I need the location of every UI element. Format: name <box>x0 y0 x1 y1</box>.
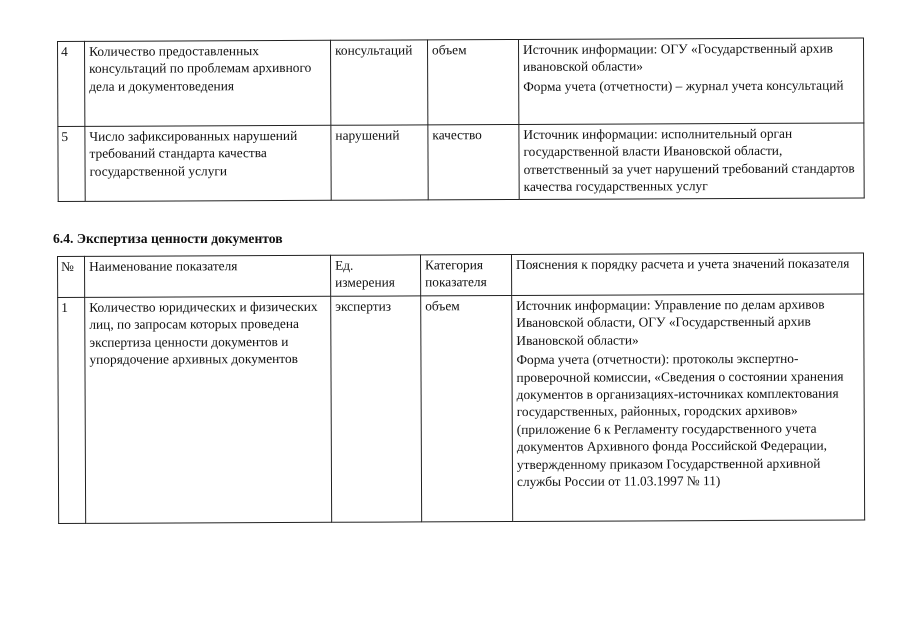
indicator-name: Число зафиксированных нарушений требований стандарта качества государственной услуги <box>85 125 331 201</box>
indicator-category: объем <box>421 296 513 522</box>
table-row <box>58 294 865 524</box>
indicator-category: объем <box>427 39 518 124</box>
column-header-name: Наименование показателя <box>85 255 331 297</box>
indicator-name: Количество юридических и физических лиц, по запросам которых проведена экспертиза ценности документов и упорядочение архивных документов <box>85 296 332 523</box>
indicator-table-continued <box>57 37 865 202</box>
note-form: Форма учета (отчетности) – журнал учета консультаций <box>523 77 844 94</box>
table-row <box>58 38 864 127</box>
row-number: 1 <box>58 297 86 523</box>
row-number: 5 <box>58 126 85 201</box>
row-number: 4 <box>58 41 85 126</box>
calculation-note <box>518 38 863 125</box>
table-header-row <box>58 253 864 298</box>
note-source: Источник информации: Управление по делам архивов Ивановской области, ОГУ «Государственный архив Ивановской области» <box>516 296 825 348</box>
note-source: Источник информации: ОГУ «Государственный архив ивановской области» <box>523 40 833 75</box>
column-header-note: Пояснения к порядку расчета и учета значений показателя <box>511 253 863 296</box>
unit-of-measure: нарушений <box>331 125 428 200</box>
calculation-note <box>519 123 864 200</box>
note-source: Источник информации: исполнительный орган государственной власти Ивановской области, ответственный за учет нарушений требований стандартов качества государственных услуг <box>523 125 855 195</box>
note-form: Форма учета (отчетности): протоколы экспертно-проверочной комиссии, «Сведения о состоянии хранения документов в организациях-источниках комплектования государственных, районных, городских архивов» (приложение 6 к Регламенту государственного учета документов Архивного фонда Российской Федерации, утвержденному приказом Государственной архивной службы России от 11.03.1997 № 11) <box>516 350 844 490</box>
calculation-note <box>512 294 865 522</box>
table-row <box>58 123 864 202</box>
unit-of-measure: консультаций <box>330 40 427 125</box>
unit-of-measure: экспертиз <box>331 296 422 522</box>
indicator-category: качество <box>428 124 519 199</box>
column-header-category: Категория показателя <box>420 255 511 296</box>
column-header-unit: Ед. измерения <box>330 255 420 296</box>
indicator-table <box>57 252 865 524</box>
column-header-number: № <box>58 256 85 297</box>
indicator-name: Количество предоставленных консультаций по проблемам архивного дела и документоведения <box>85 40 331 126</box>
section-heading: 6.4. Экспертиза ценности документов <box>53 231 283 246</box>
